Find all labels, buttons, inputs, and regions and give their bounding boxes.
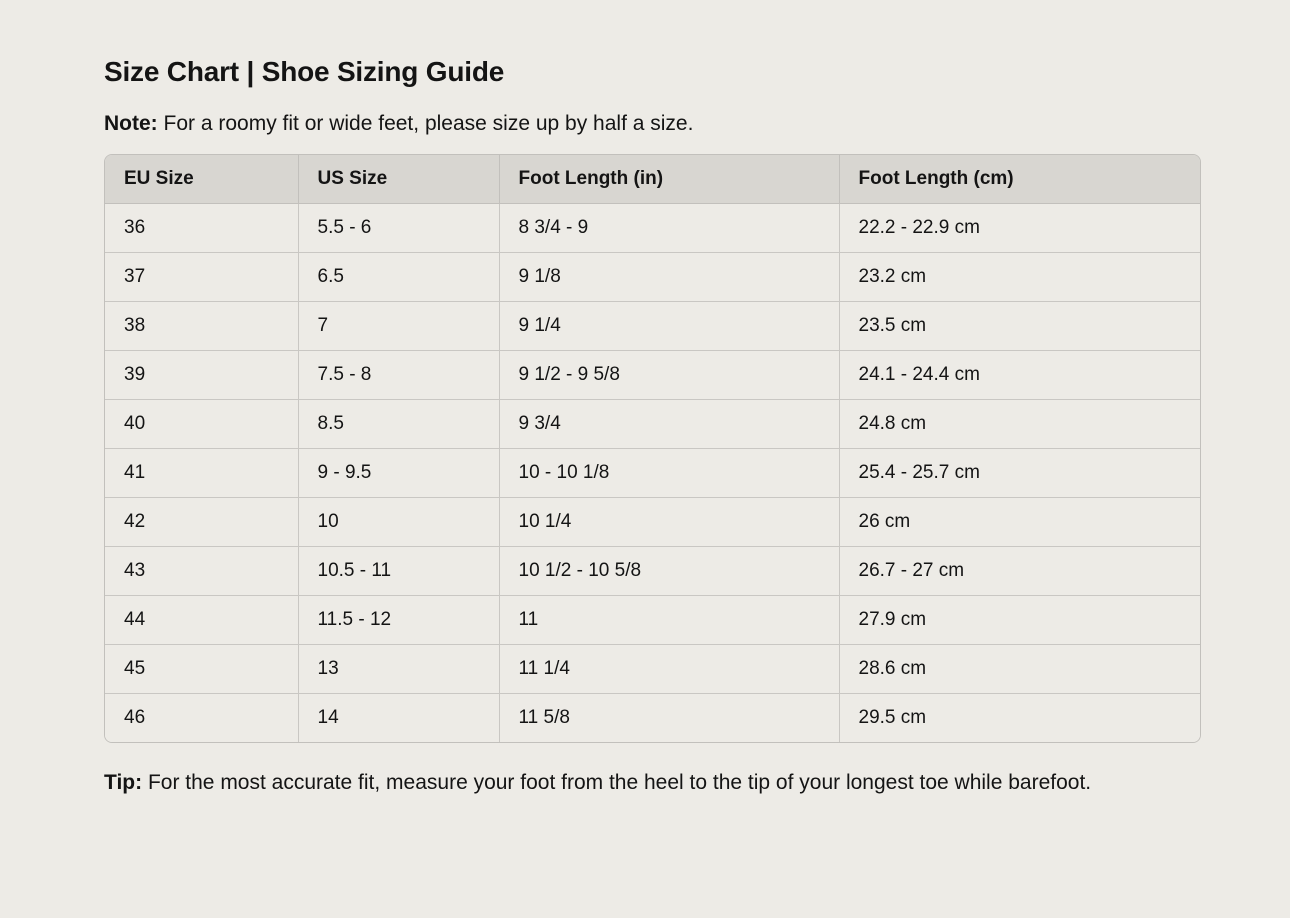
us-size-cell: 9 - 9.5 — [298, 449, 499, 498]
foot-length-in-cell: 10 1/4 — [499, 498, 839, 547]
foot-length-in-cell: 11 1/4 — [499, 645, 839, 694]
eu-size-cell: 40 — [105, 400, 298, 449]
tip-paragraph — [104, 762, 1184, 804]
header-eu-size: EU Size — [105, 155, 298, 204]
us-size-cell: 6.5 — [298, 253, 499, 302]
table-header-row — [105, 155, 1200, 204]
eu-size-cell: 45 — [105, 645, 298, 694]
table-row — [105, 596, 1200, 645]
table-row — [105, 400, 1200, 449]
tip-text: For the most accurate fit, measure your foot from the heel to the tip of your longest toe while barefoot. — [147, 771, 1092, 794]
size-table — [105, 155, 1200, 742]
foot-length-in-cell: 9 1/4 — [499, 302, 839, 351]
size-chart-page — [104, 52, 1201, 804]
eu-size-cell: 44 — [105, 596, 298, 645]
foot-length-in-cell: 8 3/4 - 9 — [499, 204, 839, 253]
header-foot-length-cm: Foot Length (cm) — [839, 155, 1200, 204]
foot-length-in-cell: 9 3/4 — [499, 400, 839, 449]
foot-length-cm-cell: 27.9 cm — [839, 596, 1200, 645]
page-title: Size Chart | Shoe Sizing Guide — [104, 56, 505, 87]
us-size-cell: 13 — [298, 645, 499, 694]
us-size-cell: 10 — [298, 498, 499, 547]
foot-length-cm-cell: 23.2 cm — [839, 253, 1200, 302]
foot-length-cm-cell: 26 cm — [839, 498, 1200, 547]
foot-length-in-cell: 9 1/8 — [499, 253, 839, 302]
us-size-cell: 5.5 - 6 — [298, 204, 499, 253]
table-row — [105, 449, 1200, 498]
note-paragraph — [104, 109, 1201, 139]
us-size-cell: 7.5 - 8 — [298, 351, 499, 400]
eu-size-cell: 42 — [105, 498, 298, 547]
table-row — [105, 204, 1200, 253]
foot-length-cm-cell: 28.6 cm — [839, 645, 1200, 694]
eu-size-cell: 39 — [105, 351, 298, 400]
table-row — [105, 302, 1200, 351]
eu-size-cell: 43 — [105, 547, 298, 596]
us-size-cell: 14 — [298, 694, 499, 743]
foot-length-cm-cell: 29.5 cm — [839, 694, 1200, 743]
foot-length-in-cell: 10 1/2 - 10 5/8 — [499, 547, 839, 596]
foot-length-in-cell: 9 1/2 - 9 5/8 — [499, 351, 839, 400]
eu-size-cell: 36 — [105, 204, 298, 253]
eu-size-cell: 38 — [105, 302, 298, 351]
size-table-container — [104, 154, 1201, 743]
note-text: For a roomy fit or wide feet, please size up by half a size. — [163, 112, 694, 135]
table-row — [105, 645, 1200, 694]
foot-length-cm-cell: 22.2 - 22.9 cm — [839, 204, 1200, 253]
us-size-cell: 10.5 - 11 — [298, 547, 499, 596]
header-foot-length-in: Foot Length (in) — [499, 155, 839, 204]
eu-size-cell: 46 — [105, 694, 298, 743]
table-row — [105, 351, 1200, 400]
note-label: Note: — [104, 112, 158, 135]
us-size-cell: 7 — [298, 302, 499, 351]
table-row — [105, 547, 1200, 596]
table-row — [105, 498, 1200, 547]
table-row — [105, 694, 1200, 743]
foot-length-cm-cell: 24.1 - 24.4 cm — [839, 351, 1200, 400]
tip-label: Tip: — [104, 771, 143, 794]
us-size-cell: 11.5 - 12 — [298, 596, 499, 645]
table-body — [105, 204, 1200, 743]
foot-length-cm-cell: 23.5 cm — [839, 302, 1200, 351]
foot-length-in-cell: 10 - 10 1/8 — [499, 449, 839, 498]
foot-length-cm-cell: 26.7 - 27 cm — [839, 547, 1200, 596]
foot-length-in-cell: 11 — [499, 596, 839, 645]
header-us-size: US Size — [298, 155, 499, 204]
foot-length-in-cell: 11 5/8 — [499, 694, 839, 743]
table-row — [105, 253, 1200, 302]
eu-size-cell: 41 — [105, 449, 298, 498]
us-size-cell: 8.5 — [298, 400, 499, 449]
foot-length-cm-cell: 25.4 - 25.7 cm — [839, 449, 1200, 498]
foot-length-cm-cell: 24.8 cm — [839, 400, 1200, 449]
eu-size-cell: 37 — [105, 253, 298, 302]
